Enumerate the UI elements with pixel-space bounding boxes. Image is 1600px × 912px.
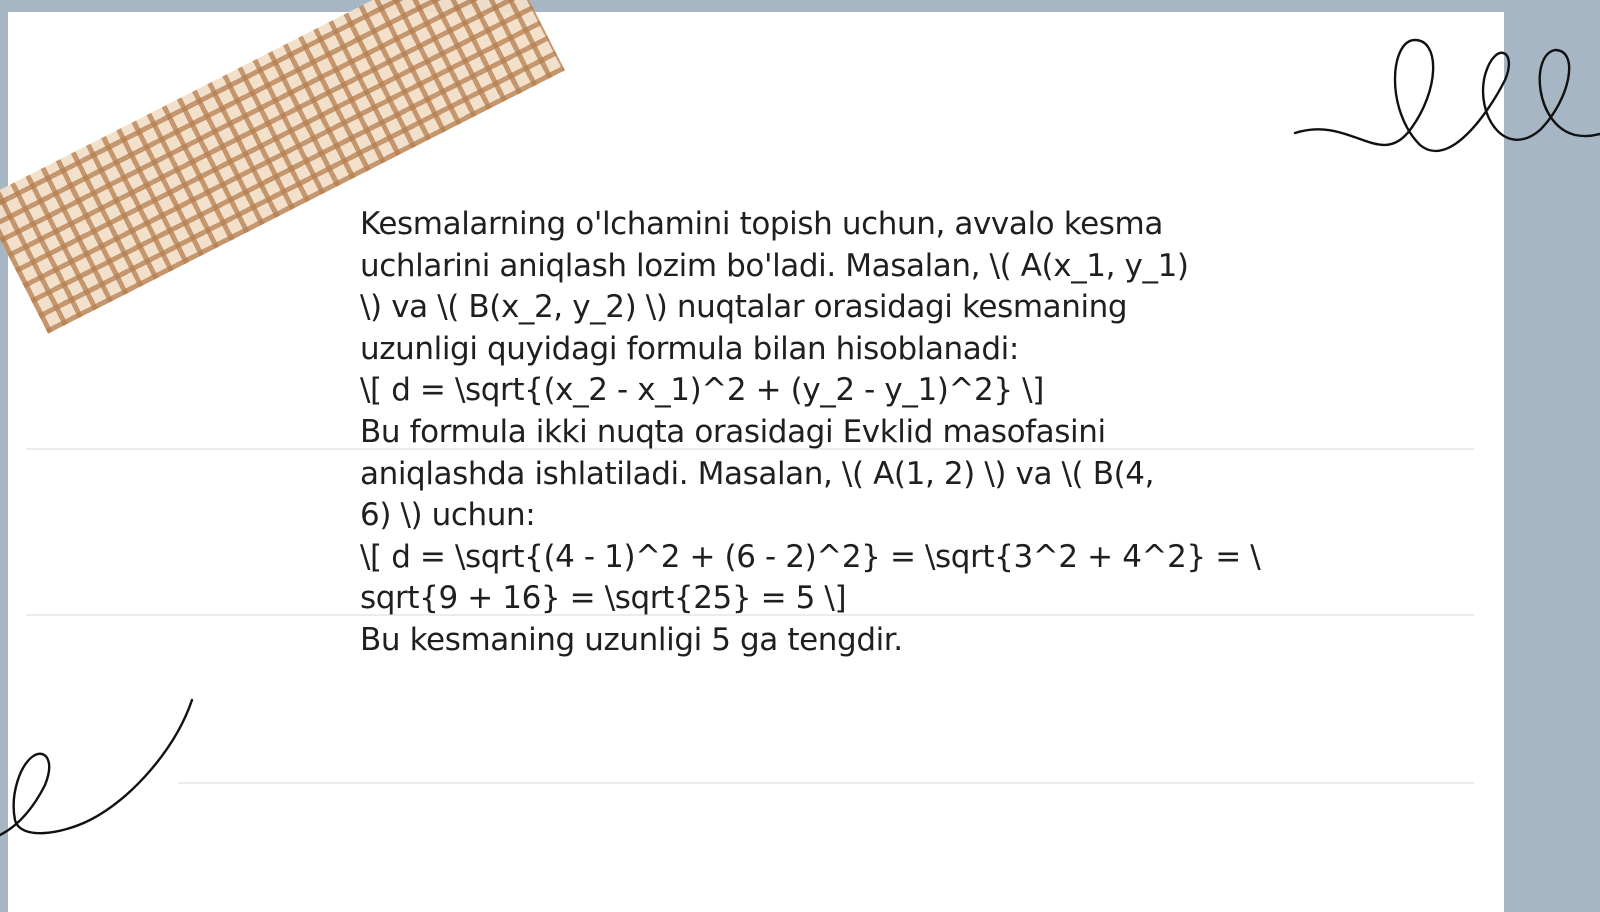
checkmark-scribble-icon [0, 695, 200, 855]
text-line: 6) \) uchun: [360, 497, 536, 534]
text-line: Bu kesmaning uzunligi 5 ga tengdir. [360, 621, 903, 658]
formula-line: sqrt{9 + 16} = \sqrt{25} = 5 \] [360, 580, 847, 617]
text-line: uzunligi quyidagi formula bilan hisoblanadi: [360, 330, 1019, 367]
formula-line: \[ d = \sqrt{(4 - 1)^2 + (6 - 2)^2} = \sqrt{3^2 + 4^2} = \ [360, 538, 1261, 575]
loops-scribble-icon [1290, 30, 1600, 160]
paper-rule-line [178, 782, 1474, 784]
text-line: uchlarini aniqlash lozim bo'ladi. Masalan, \( A(x_1, y_1) [360, 247, 1189, 284]
text-line: \) va \( B(x_2, y_2) \) nuqtalar orasidagi kesmaning [360, 289, 1128, 326]
text-line: Kesmalarning o'lchamini topish uchun, avvalo kesma [360, 206, 1163, 242]
main-text-block [360, 204, 1260, 662]
formula-line: \[ d = \sqrt{(x_2 - x_1)^2 + (y_2 - y_1)^2} \] [360, 372, 1044, 409]
text-line: aniqlashda ishlatiladi. Masalan, \( A(1, 2) \) va \( B(4, [360, 455, 1155, 492]
text-line: Bu formula ikki nuqta orasidagi Evklid masofasini [360, 413, 1106, 450]
